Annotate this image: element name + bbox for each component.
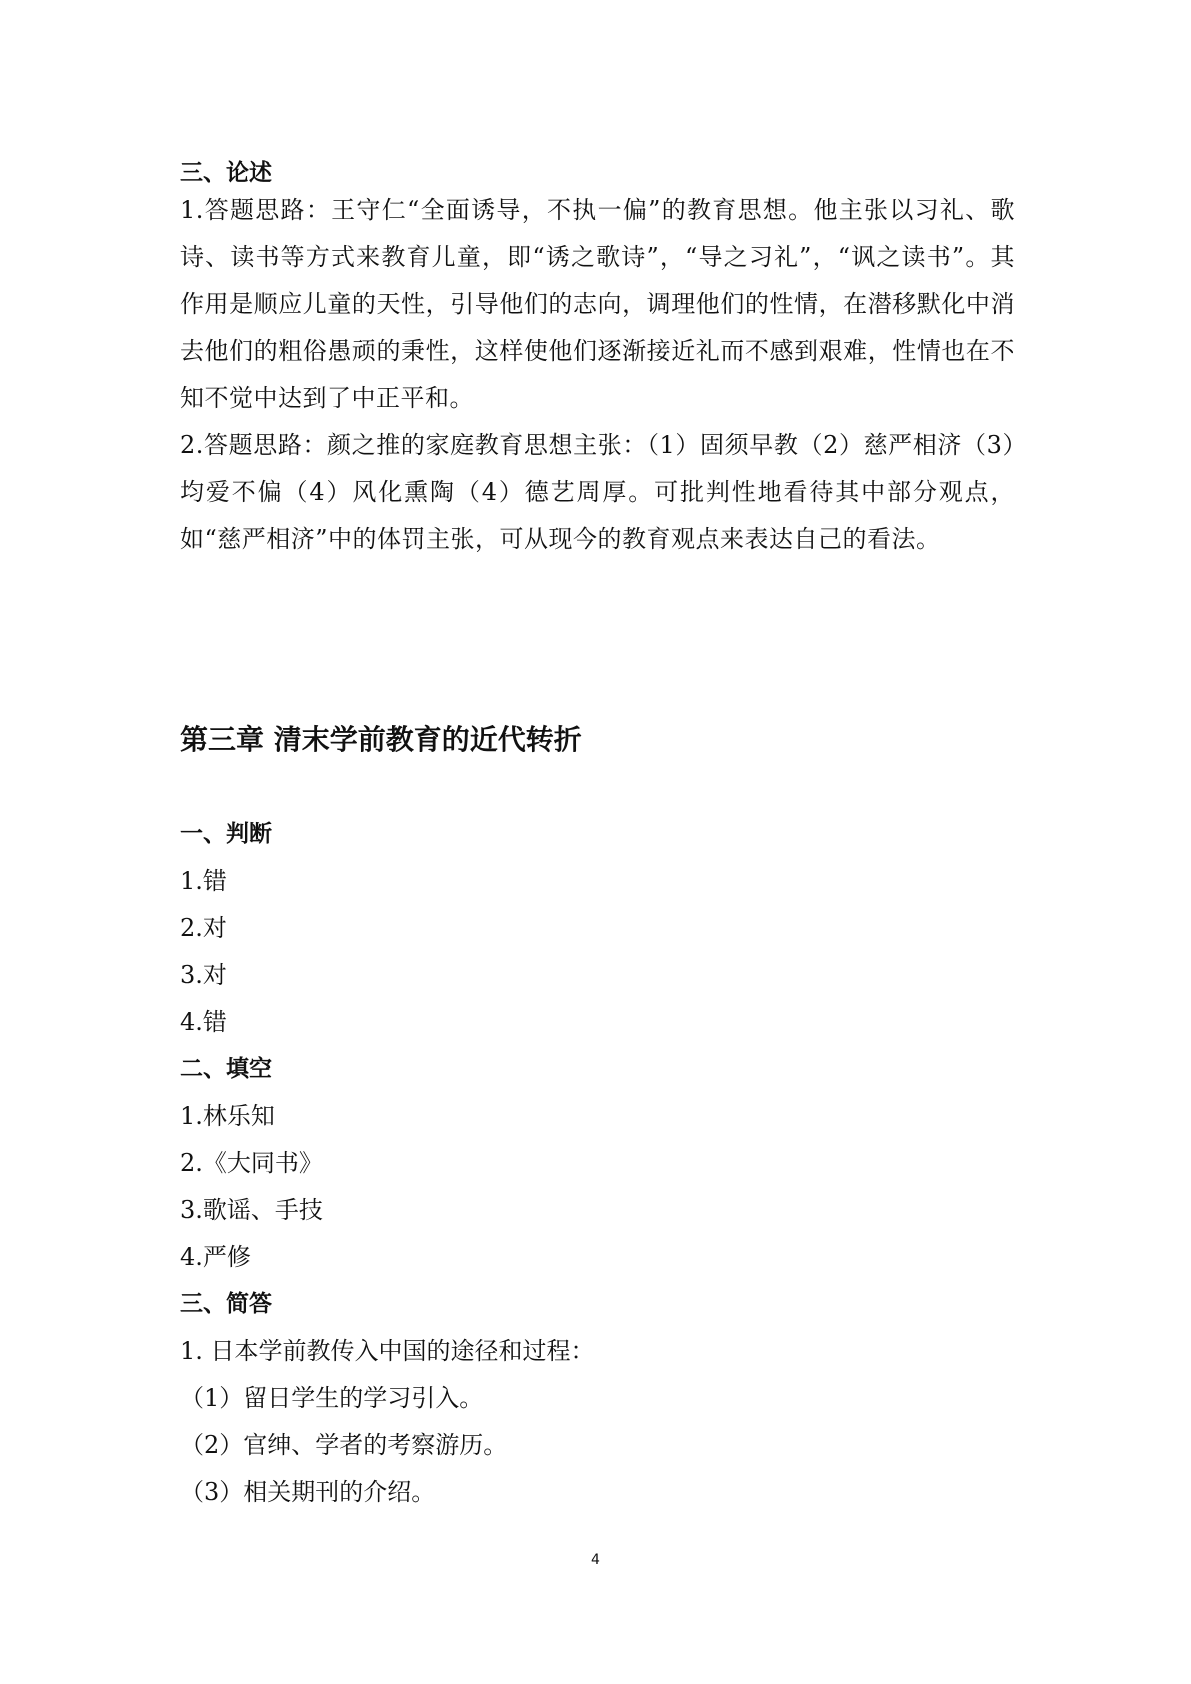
- fill-blank-answer-3: 3.歌谣、手技: [180, 1196, 323, 1224]
- true-false-answer-2: 2.对: [180, 914, 227, 942]
- fill-blank-answer-4: 4.严修: [180, 1243, 251, 1271]
- fill-blank-answer-2: 2.《大同书》: [180, 1149, 323, 1177]
- essay-answer-2: 2.答题思路：颜之推的家庭教育思想主张：（1）固须早教（2）慈严相济（3）均爱不偏（4）风化熏陶（4）德艺周厚。可批判性地看待其中部分观点，如“慈严相济”中的体罚主张，可从现今的教育观点来表达自己的看法。: [180, 431, 1015, 553]
- fill-blank-heading: 二、填空: [180, 1056, 272, 1082]
- short-answer-heading: 三、简答: [180, 1291, 272, 1317]
- essay-section-heading: 三、论述: [180, 160, 272, 186]
- true-false-heading: 一、判断: [180, 821, 272, 847]
- fill-blank-answer-1: 1.林乐知: [180, 1102, 275, 1130]
- true-false-answer-3: 3.对: [180, 961, 227, 989]
- short-answer-point-1: （1）留日学生的学习引入。: [180, 1384, 484, 1412]
- true-false-answer-1: 1.错: [180, 867, 227, 895]
- chapter-title: 第三章 清末学前教育的近代转折: [180, 723, 582, 756]
- short-answer-question: 1. 日本学前教传入中国的途径和过程：: [180, 1337, 595, 1365]
- short-answer-point-3: （3）相关期刊的介绍。: [180, 1478, 436, 1506]
- essay-answer-1: 1.答题思路：王守仁“全面诱导，不执一偏”的教育思想。他主张以习礼、歌诗、读书等方式来教育儿童，即“诱之歌诗”，“导之习礼”，“讽之读书”。其作用是顺应儿童的天性，引导他们的志向，调理他们的性情，在潜移默化中消去他们的粗俗愚顽的秉性，这样使他们逐渐接近礼而不感到艰难，性情也在不知不觉中达到了中正平和。: [180, 196, 1015, 412]
- short-answer-point-2: （2）官绅、学者的考察游历。: [180, 1431, 508, 1459]
- page-number: 4: [591, 1552, 600, 1568]
- true-false-answer-4: 4.错: [180, 1008, 227, 1036]
